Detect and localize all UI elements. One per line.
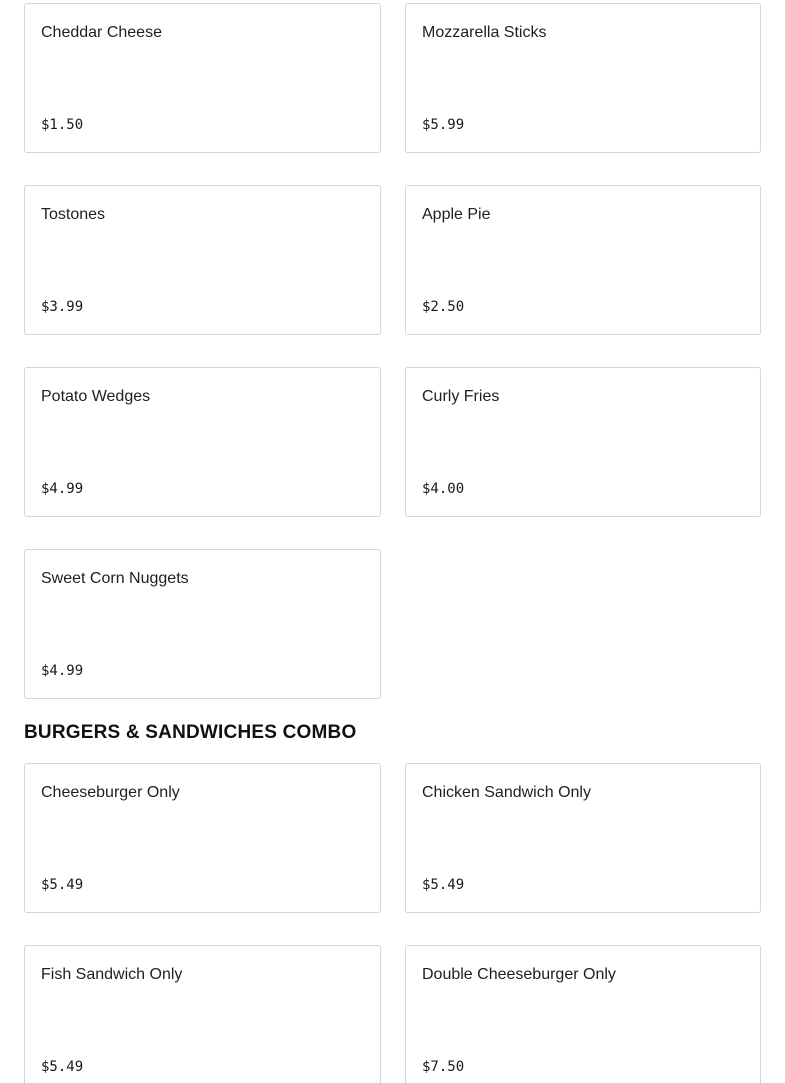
menu-item-name: Chicken Sandwich Only (422, 784, 591, 801)
section-heading: BURGERS & SANDWICHES COMBO (24, 722, 357, 743)
menu-item-card[interactable] (405, 185, 761, 335)
menu-item-price: $4.99 (41, 663, 84, 679)
menu-item-card[interactable] (24, 367, 381, 517)
menu-item-price: $5.49 (41, 1059, 84, 1075)
menu-item-card[interactable] (405, 763, 761, 913)
menu-item-name: Sweet Corn Nuggets (41, 570, 189, 587)
menu-item-name: Cheeseburger Only (41, 784, 180, 801)
menu-item-price: $3.99 (41, 299, 84, 315)
menu-item-name: Cheddar Cheese (41, 24, 162, 41)
menu-item-card[interactable] (24, 185, 381, 335)
menu-item-name: Double Cheeseburger Only (422, 966, 616, 983)
menu-item-card[interactable] (405, 945, 761, 1083)
menu-item-name: Curly Fries (422, 388, 500, 405)
menu-item-price: $5.49 (41, 877, 84, 893)
menu-item-name: Fish Sandwich Only (41, 966, 183, 983)
menu-item-name: Apple Pie (422, 206, 491, 223)
menu-item-name: Mozzarella Sticks (422, 24, 547, 41)
menu-item-card[interactable] (24, 763, 381, 913)
menu-item-price: $7.50 (422, 1059, 465, 1075)
sides-item-grid (24, 3, 761, 699)
menu-item-price: $1.50 (41, 117, 84, 133)
menu-item-price: $5.49 (422, 877, 465, 893)
menu-item-name: Tostones (41, 206, 106, 223)
menu-item-card[interactable] (24, 549, 381, 699)
menu-item-price: $4.99 (41, 481, 84, 497)
menu-item-card[interactable] (405, 3, 761, 153)
menu-item-name: Potato Wedges (41, 388, 151, 405)
menu-item-price: $5.99 (422, 117, 465, 133)
menu-item-price: $4.00 (422, 481, 465, 497)
menu-item-card[interactable] (24, 945, 381, 1083)
burgers-item-grid (24, 763, 761, 1083)
menu-item-card[interactable] (405, 367, 761, 517)
menu-item-card[interactable] (24, 3, 381, 153)
menu-item-price: $2.50 (422, 299, 465, 315)
